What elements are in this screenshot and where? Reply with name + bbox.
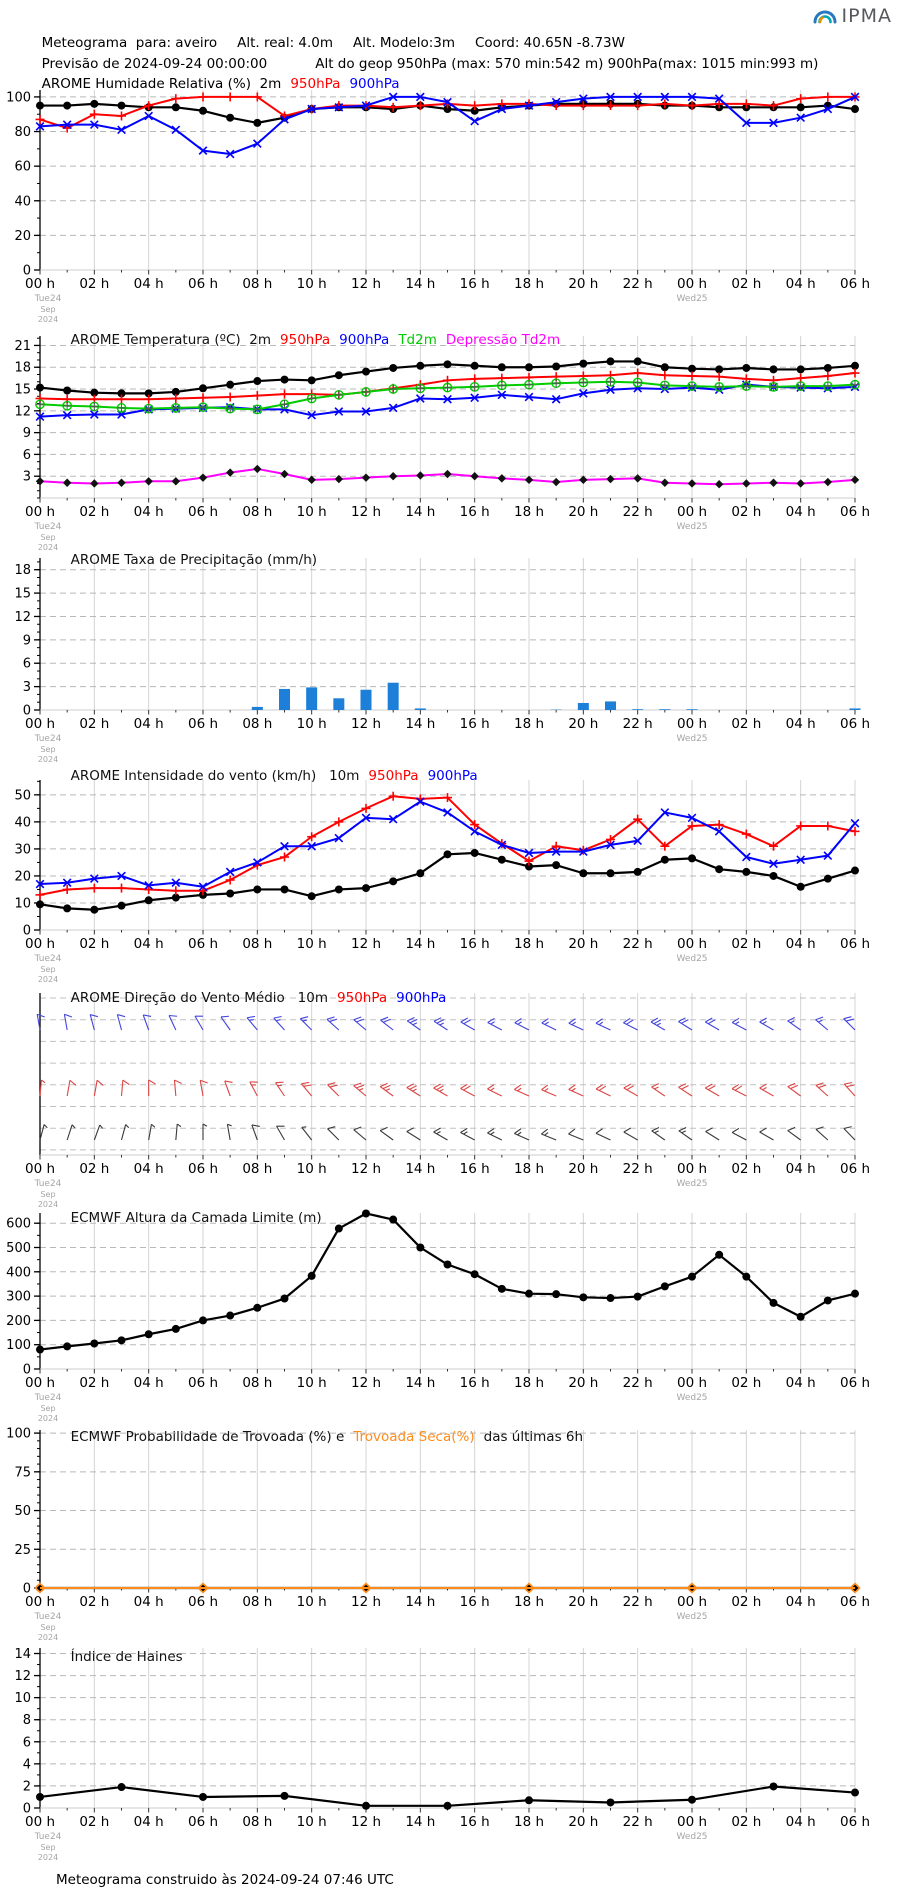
alt-model-label: Alt. Modelo:3m	[353, 35, 455, 51]
svg-text:Tue24: Tue24	[34, 1179, 62, 1189]
svg-text:18: 18	[14, 360, 31, 376]
svg-text:Tue24: Tue24	[34, 954, 62, 964]
temperature-chart-title	[62, 316, 569, 348]
svg-text:50: 50	[14, 788, 31, 804]
footer-text: Meteograma construido às 2024-09-24 07:46 UTC	[56, 1872, 394, 1888]
haines-series	[36, 1782, 859, 1809]
svg-text:16 h: 16 h	[459, 1161, 490, 1177]
svg-text:04 h: 04 h	[133, 504, 164, 520]
svg-text:22 h: 22 h	[622, 1814, 653, 1830]
svg-text:02 h: 02 h	[79, 1814, 110, 1830]
svg-text:00 h: 00 h	[24, 1594, 56, 1610]
legend-td2m: Td2m	[398, 332, 437, 348]
svg-text:16 h: 16 h	[459, 504, 490, 520]
svg-text:12 h: 12 h	[350, 716, 382, 732]
svg-text:00 h: 00 h	[676, 504, 708, 520]
svg-text:04 h: 04 h	[133, 1375, 164, 1391]
legend-950hPa: 950hPa	[280, 332, 331, 348]
svg-text:2024: 2024	[37, 1200, 59, 1209]
legend-900hPa: 900hPa	[349, 76, 400, 92]
svg-text:0: 0	[22, 1362, 31, 1378]
svg-text:Wed25: Wed25	[676, 294, 708, 304]
svg-text:20 h: 20 h	[568, 504, 599, 520]
svg-text:06 h: 06 h	[187, 504, 219, 520]
svg-text:06 h: 06 h	[839, 716, 871, 732]
legend-depressao-td2m: Depressão Td2m	[445, 332, 561, 348]
humidity-chart-title	[33, 60, 420, 92]
svg-text:2024: 2024	[37, 1414, 59, 1423]
svg-text:Tue24: Tue24	[34, 1612, 62, 1622]
svg-text:2: 2	[22, 1779, 31, 1795]
svg-text:Sep: Sep	[40, 965, 56, 974]
svg-text:10 h: 10 h	[296, 716, 327, 732]
svg-text:06 h: 06 h	[839, 936, 871, 952]
svg-text:15: 15	[14, 382, 31, 398]
svg-text:08 h: 08 h	[242, 1594, 273, 1610]
svg-text:Wed25: Wed25	[676, 522, 708, 532]
humidity-axes	[6, 90, 870, 324]
temperature-title-text: AROME Temperatura (ºC) 2m	[70, 332, 272, 348]
svg-text:02 h: 02 h	[731, 716, 762, 732]
svg-text:Tue24: Tue24	[34, 522, 62, 532]
svg-text:4: 4	[22, 1757, 31, 1773]
haines-axes	[14, 1647, 870, 1862]
svg-text:6: 6	[22, 447, 31, 463]
svg-text:02 h: 02 h	[79, 1375, 110, 1391]
svg-text:16 h: 16 h	[459, 936, 490, 952]
svg-text:04 h: 04 h	[785, 276, 816, 292]
svg-text:2024: 2024	[37, 975, 59, 984]
svg-text:00 h: 00 h	[24, 716, 56, 732]
svg-text:00 h: 00 h	[24, 1375, 56, 1391]
svg-text:06 h: 06 h	[187, 716, 219, 732]
svg-text:02 h: 02 h	[731, 1594, 762, 1610]
svg-text:Sep: Sep	[40, 1404, 56, 1413]
svg-text:Sep: Sep	[40, 1843, 56, 1852]
svg-text:8: 8	[22, 1713, 31, 1729]
svg-text:00 h: 00 h	[676, 276, 708, 292]
svg-text:20 h: 20 h	[568, 936, 599, 952]
svg-text:08 h: 08 h	[242, 504, 273, 520]
svg-text:02 h: 02 h	[79, 936, 110, 952]
svg-text:Wed25: Wed25	[676, 1179, 708, 1189]
haines-chart-title	[62, 1633, 192, 1665]
svg-text:04 h: 04 h	[785, 1594, 816, 1610]
svg-text:18 h: 18 h	[513, 1594, 545, 1610]
svg-text:0: 0	[22, 263, 31, 279]
svg-text:Tue24: Tue24	[34, 734, 62, 744]
svg-text:12: 12	[14, 404, 31, 420]
svg-text:04 h: 04 h	[133, 1161, 164, 1177]
svg-text:12 h: 12 h	[350, 276, 382, 292]
svg-text:18 h: 18 h	[513, 716, 545, 732]
coords-label: Coord: 40.65N -8.73W	[475, 35, 625, 51]
svg-text:16 h: 16 h	[459, 1375, 490, 1391]
legend-trovoada-seca: Trovoada Seca(%)	[353, 1429, 475, 1445]
svg-text:80: 80	[14, 125, 31, 141]
legend-950hPa: 950hPa	[368, 768, 419, 784]
svg-text:02 h: 02 h	[731, 1375, 762, 1391]
svg-text:04 h: 04 h	[785, 504, 816, 520]
svg-text:18: 18	[14, 563, 31, 579]
thunderstorm-title-suffix: das últimas 6h	[483, 1429, 584, 1445]
svg-text:9: 9	[22, 633, 31, 649]
svg-text:10 h: 10 h	[296, 504, 327, 520]
svg-text:06 h: 06 h	[187, 1161, 219, 1177]
wind-speed-chart-title	[62, 752, 487, 784]
svg-text:02 h: 02 h	[731, 1161, 762, 1177]
svg-text:20: 20	[14, 869, 31, 885]
svg-text:06 h: 06 h	[839, 1161, 871, 1177]
svg-text:10 h: 10 h	[296, 1161, 327, 1177]
svg-text:300: 300	[6, 1289, 31, 1305]
svg-text:04 h: 04 h	[785, 1375, 816, 1391]
svg-text:0: 0	[22, 1581, 31, 1597]
svg-text:08 h: 08 h	[242, 1814, 273, 1830]
svg-text:22 h: 22 h	[622, 936, 653, 952]
svg-text:22 h: 22 h	[622, 1161, 653, 1177]
svg-text:04 h: 04 h	[133, 1594, 164, 1610]
svg-text:08 h: 08 h	[242, 936, 273, 952]
svg-text:20 h: 20 h	[568, 1161, 599, 1177]
svg-text:02 h: 02 h	[79, 1161, 110, 1177]
svg-text:02 h: 02 h	[731, 276, 762, 292]
svg-text:12: 12	[14, 1669, 31, 1685]
svg-text:04 h: 04 h	[133, 1814, 164, 1830]
svg-text:18 h: 18 h	[513, 1375, 545, 1391]
svg-text:Sep: Sep	[40, 745, 56, 754]
svg-text:100: 100	[6, 1426, 31, 1442]
svg-text:2024: 2024	[37, 315, 59, 324]
svg-text:Wed25: Wed25	[676, 734, 708, 744]
svg-text:200: 200	[6, 1313, 31, 1329]
svg-text:22 h: 22 h	[622, 504, 653, 520]
svg-text:18 h: 18 h	[513, 1814, 545, 1830]
svg-text:22 h: 22 h	[622, 1375, 653, 1391]
svg-text:10: 10	[14, 1691, 31, 1707]
precipitation-axes	[14, 558, 870, 764]
wind-speed-title-text: AROME Intensidade do vento (km/h) 10m	[70, 768, 360, 784]
svg-text:18 h: 18 h	[513, 1161, 545, 1177]
legend-950hPa: 950hPa	[290, 76, 341, 92]
thunderstorm-series	[36, 1584, 860, 1593]
svg-text:30: 30	[14, 842, 31, 858]
svg-text:06 h: 06 h	[839, 276, 871, 292]
svg-text:12 h: 12 h	[350, 1594, 382, 1610]
svg-text:2024: 2024	[37, 1853, 59, 1862]
svg-text:06 h: 06 h	[839, 1375, 871, 1391]
legend-900hPa: 900hPa	[339, 332, 390, 348]
svg-text:15: 15	[14, 586, 31, 602]
wind-direction-chart-title	[62, 974, 455, 1006]
svg-text:06 h: 06 h	[187, 276, 219, 292]
svg-text:00 h: 00 h	[24, 1814, 56, 1830]
svg-text:02 h: 02 h	[731, 1814, 762, 1830]
svg-text:40: 40	[14, 194, 31, 210]
svg-text:0: 0	[22, 923, 31, 939]
barb-row-10m	[40, 1124, 855, 1140]
svg-text:08 h: 08 h	[242, 1375, 273, 1391]
boundary-layer-chart-title	[62, 1194, 331, 1226]
svg-text:20: 20	[14, 228, 31, 244]
svg-text:14 h: 14 h	[405, 1594, 436, 1610]
svg-text:3: 3	[22, 469, 31, 485]
wind-direction-panel	[25, 993, 870, 1209]
svg-text:14 h: 14 h	[405, 1375, 436, 1391]
svg-text:14 h: 14 h	[405, 716, 436, 732]
svg-text:00 h: 00 h	[676, 1814, 708, 1830]
svg-text:02 h: 02 h	[79, 504, 110, 520]
svg-text:14 h: 14 h	[405, 276, 436, 292]
wind-direction-title-text: AROME Direção do Vento Médio 10m	[70, 990, 329, 1006]
svg-text:Wed25: Wed25	[676, 954, 708, 964]
svg-text:3: 3	[22, 680, 31, 696]
svg-text:16 h: 16 h	[459, 1594, 490, 1610]
svg-text:14: 14	[14, 1647, 31, 1663]
svg-text:100: 100	[6, 1338, 31, 1354]
svg-text:02 h: 02 h	[79, 1594, 110, 1610]
svg-text:06 h: 06 h	[839, 504, 871, 520]
ipma-logo-icon	[812, 5, 838, 27]
thunderstorm-axes	[6, 1427, 870, 1642]
legend-950hPa: 950hPa	[337, 990, 388, 1006]
svg-text:10: 10	[14, 896, 31, 912]
svg-text:08 h: 08 h	[242, 276, 273, 292]
svg-text:04 h: 04 h	[785, 1814, 816, 1830]
svg-text:16 h: 16 h	[459, 276, 490, 292]
svg-text:Wed25: Wed25	[676, 1832, 708, 1842]
svg-text:50: 50	[14, 1504, 31, 1520]
svg-text:18 h: 18 h	[513, 936, 545, 952]
svg-text:08 h: 08 h	[242, 1161, 273, 1177]
svg-text:0: 0	[22, 1801, 31, 1817]
svg-text:22 h: 22 h	[622, 276, 653, 292]
svg-text:6: 6	[22, 656, 31, 672]
svg-text:04 h: 04 h	[785, 716, 816, 732]
svg-text:9: 9	[22, 426, 31, 442]
svg-text:06 h: 06 h	[187, 1814, 219, 1830]
svg-text:12 h: 12 h	[350, 936, 382, 952]
svg-text:06 h: 06 h	[839, 1814, 871, 1830]
boundary-layer-title-text: ECMWF Altura da Camada Limite (m)	[70, 1210, 322, 1226]
svg-text:04 h: 04 h	[133, 936, 164, 952]
svg-text:16 h: 16 h	[459, 716, 490, 732]
svg-text:06 h: 06 h	[839, 1594, 871, 1610]
svg-text:75: 75	[14, 1465, 31, 1481]
svg-text:14 h: 14 h	[405, 504, 436, 520]
svg-text:Tue24: Tue24	[34, 1832, 62, 1842]
svg-text:10 h: 10 h	[296, 1375, 327, 1391]
svg-text:12 h: 12 h	[350, 504, 382, 520]
svg-text:04 h: 04 h	[133, 276, 164, 292]
barb-row-900hPa	[37, 1014, 855, 1030]
svg-text:12 h: 12 h	[350, 1814, 382, 1830]
svg-text:00 h: 00 h	[24, 1161, 56, 1177]
svg-text:14 h: 14 h	[405, 1814, 436, 1830]
humidity-series	[36, 92, 860, 157]
svg-text:21: 21	[14, 338, 31, 354]
svg-text:00 h: 00 h	[24, 276, 56, 292]
svg-text:04 h: 04 h	[785, 936, 816, 952]
svg-text:02 h: 02 h	[731, 936, 762, 952]
wind_speed-series	[36, 792, 860, 914]
legend-900hPa: 900hPa	[427, 768, 478, 784]
svg-text:12 h: 12 h	[350, 1161, 382, 1177]
svg-text:00 h: 00 h	[676, 1161, 708, 1177]
svg-text:Wed25: Wed25	[676, 1393, 708, 1403]
thunderstorm-title-text: ECMWF Probabilidade de Trovoada (%) e	[70, 1429, 345, 1445]
svg-text:10 h: 10 h	[296, 936, 327, 952]
svg-text:10 h: 10 h	[296, 1814, 327, 1830]
svg-text:600: 600	[6, 1216, 31, 1232]
svg-text:Sep: Sep	[40, 1190, 56, 1199]
svg-text:14 h: 14 h	[405, 936, 436, 952]
legend-900hPa: 900hPa	[396, 990, 447, 1006]
svg-text:08 h: 08 h	[242, 716, 273, 732]
thunderstorm-chart-title	[62, 1413, 592, 1445]
svg-text:500: 500	[6, 1241, 31, 1257]
svg-text:00 h: 00 h	[676, 936, 708, 952]
svg-text:Wed25: Wed25	[676, 1612, 708, 1622]
barb-row-950hPa	[40, 1080, 855, 1096]
svg-text:10 h: 10 h	[296, 276, 327, 292]
svg-text:12 h: 12 h	[350, 1375, 382, 1391]
ipma-logo	[812, 5, 892, 27]
svg-text:02 h: 02 h	[79, 276, 110, 292]
svg-text:10 h: 10 h	[296, 1594, 327, 1610]
svg-text:Sep: Sep	[40, 533, 56, 542]
forecast-date-label: Previsão de 2024-09-24 00:00:00	[41, 56, 268, 72]
temperature-series	[36, 357, 860, 488]
svg-text:18 h: 18 h	[513, 504, 545, 520]
svg-text:18 h: 18 h	[513, 276, 545, 292]
svg-text:25: 25	[14, 1542, 31, 1558]
svg-text:Sep: Sep	[40, 1623, 56, 1632]
svg-text:2024: 2024	[37, 755, 59, 764]
svg-text:02 h: 02 h	[731, 504, 762, 520]
boundary_layer-series	[36, 1209, 859, 1353]
svg-text:06 h: 06 h	[187, 936, 219, 952]
haines-title-text: Índice de Haines	[70, 1649, 183, 1665]
boundary_layer-axes	[6, 1213, 870, 1423]
svg-text:06 h: 06 h	[187, 1375, 219, 1391]
svg-text:Sep: Sep	[40, 305, 56, 314]
precipitation-title-text: AROME Taxa de Precipitação (mm/h)	[70, 552, 318, 568]
svg-text:00 h: 00 h	[676, 1594, 708, 1610]
svg-text:20 h: 20 h	[568, 1594, 599, 1610]
svg-text:400: 400	[6, 1265, 31, 1281]
svg-text:0: 0	[22, 703, 31, 719]
svg-text:20 h: 20 h	[568, 1375, 599, 1391]
precipitation-chart-title	[62, 536, 326, 568]
svg-text:06 h: 06 h	[187, 1594, 219, 1610]
svg-text:14 h: 14 h	[405, 1161, 436, 1177]
svg-text:22 h: 22 h	[622, 1594, 653, 1610]
svg-text:04 h: 04 h	[785, 1161, 816, 1177]
svg-text:00 h: 00 h	[676, 716, 708, 732]
svg-text:60: 60	[14, 159, 31, 175]
svg-text:02 h: 02 h	[79, 716, 110, 732]
svg-text:2024: 2024	[37, 1633, 59, 1642]
humidity-title-text: AROME Humidade Relativa (%) 2m	[41, 76, 282, 92]
svg-text:Tue24: Tue24	[34, 294, 62, 304]
svg-text:40: 40	[14, 815, 31, 831]
svg-text:04 h: 04 h	[133, 716, 164, 732]
ipma-logo-text: IPMA	[841, 5, 892, 27]
svg-text:2024: 2024	[37, 543, 59, 552]
svg-text:6: 6	[22, 1735, 31, 1751]
svg-text:00 h: 00 h	[676, 1375, 708, 1391]
station-label: Meteograma para: aveiro	[41, 35, 218, 51]
geop-label: Alt do geop 950hPa (max: 570 min:542 m) 900hPa(max: 1015 min:993 m)	[315, 56, 819, 72]
svg-text:20 h: 20 h	[568, 716, 599, 732]
svg-text:12: 12	[14, 609, 31, 625]
svg-text:16 h: 16 h	[459, 1814, 490, 1830]
svg-text:00 h: 00 h	[24, 504, 56, 520]
svg-text:20 h: 20 h	[568, 276, 599, 292]
svg-text:20 h: 20 h	[568, 1814, 599, 1830]
svg-text:00 h: 00 h	[24, 936, 56, 952]
svg-text:100: 100	[6, 90, 31, 106]
alt-real-label: Alt. real: 4.0m	[237, 35, 334, 51]
svg-text:Tue24: Tue24	[34, 1393, 62, 1403]
svg-text:22 h: 22 h	[622, 716, 653, 732]
